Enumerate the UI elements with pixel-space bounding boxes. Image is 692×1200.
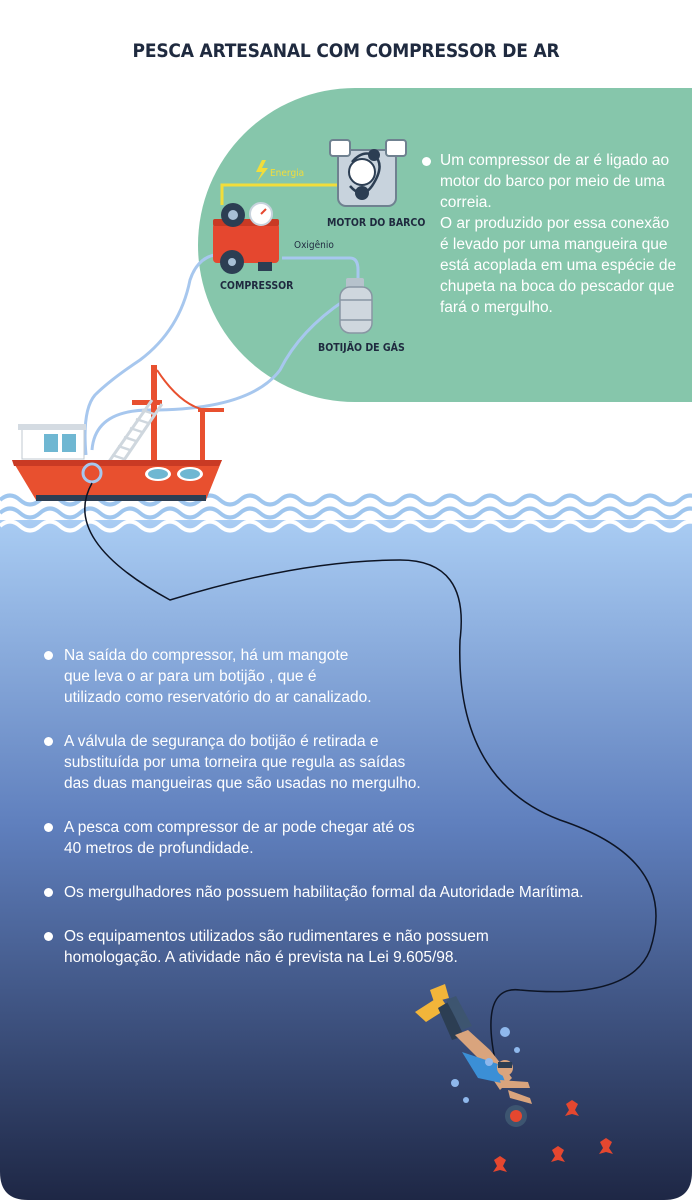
fact-item: Na saída do compressor, há um mangote que leva o ar para um botijão , que é utilizado como reservatório do ar canalizado. bbox=[44, 645, 664, 708]
engine-icon bbox=[330, 140, 406, 206]
compressor-label: COMPRESSOR bbox=[220, 280, 294, 292]
botijao-label: BOTIJÃO DE GÁS bbox=[318, 342, 405, 354]
fact-item: Os equipamentos utilizados são rudimentares e não possuem homologação. A atividade não é prevista na Lei 9.605/98. bbox=[44, 926, 664, 968]
fact-item: Os mergulhadores não possuem habilitação formal da Autoridade Marítima. bbox=[44, 882, 664, 903]
facts-list bbox=[44, 645, 664, 991]
page-title: PESCA ARTESANAL COM COMPRESSOR DE AR bbox=[132, 40, 560, 62]
motor-label: MOTOR DO BARCO bbox=[327, 217, 426, 229]
compressor-description bbox=[440, 150, 680, 318]
bullet-icon bbox=[422, 157, 431, 166]
description-paragraph-1: Um compressor de ar é ligado ao motor do barco por meio de uma correia. bbox=[440, 152, 670, 211]
boat-icon bbox=[12, 365, 224, 501]
energia-label: Energia bbox=[270, 168, 305, 179]
oxigenio-label: Oxigênio bbox=[294, 240, 334, 251]
description-paragraph-2: O ar produzido por essa conexão é levado por uma mangueira que está acoplada em uma espécie de chupeta na boca do pescador que fará o mergulho. bbox=[440, 215, 677, 316]
fact-item: A pesca com compressor de ar pode chegar até os 40 metros de profundidade. bbox=[44, 817, 664, 859]
fact-item: A válvula de segurança do botijão é retirada e substituída por uma torneira que regula as saídas das duas mangueiras que são usadas no mergulho. bbox=[44, 731, 664, 794]
